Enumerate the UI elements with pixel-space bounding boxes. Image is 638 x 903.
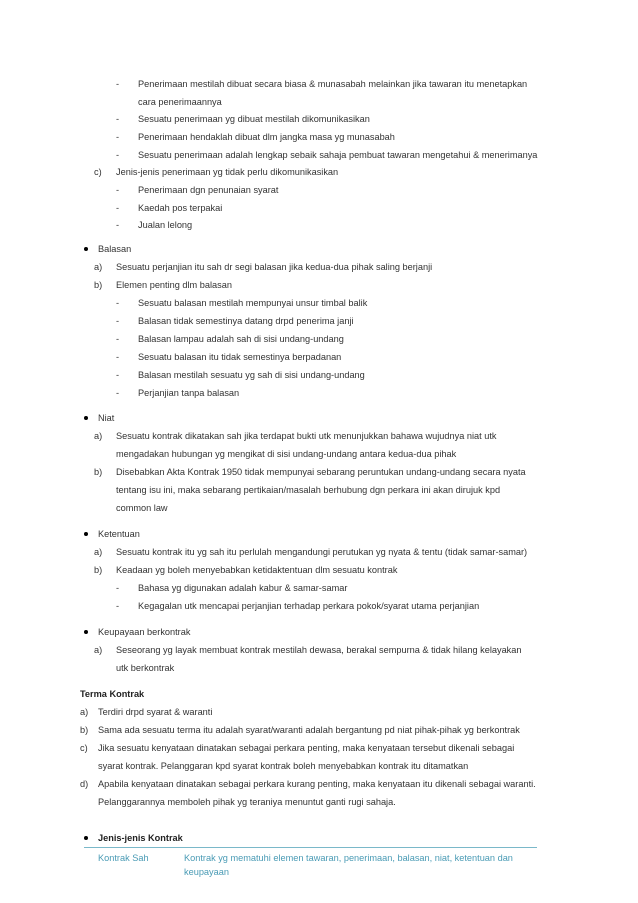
list-marker: b) (80, 725, 89, 735)
table-definition: Kontrak yg mematuhi elemen tawaran, penerimaan, balasan, niat, ketentuan dan (184, 853, 513, 863)
dash-marker: - (116, 388, 120, 398)
section-title: Niat (98, 413, 115, 423)
text-line: Balasan tidak semestinya datang drpd penerima janji (138, 316, 354, 326)
text-line: syarat kontrak. Pelanggaran kpd syarat kontrak boleh menyebabkan kontrak itu ditamatkan (98, 761, 469, 771)
text-line: Penerimaan dgn penunaian syarat (138, 185, 279, 195)
text-line: Perjanjian tanpa balasan (138, 388, 240, 398)
dash-marker: - (116, 132, 120, 142)
dash-marker: - (116, 298, 120, 308)
list-marker: b) (94, 280, 103, 290)
text-line: Disebabkan Akta Kontrak 1950 tidak mempunyai sebarang peruntukan undang-undang secara nyata (116, 467, 526, 477)
text-line: common law (116, 503, 168, 513)
text-line: Bahasa yg digunakan adalah kabur & samar-samar (138, 583, 348, 593)
dash-marker: - (116, 583, 120, 593)
list-marker: d) (80, 779, 89, 789)
dash-marker: - (116, 114, 120, 124)
bullet-icon (84, 416, 88, 420)
text-line: Jenis-jenis penerimaan yg tidak perlu dikomunikasikan (116, 167, 339, 177)
list-marker: a) (94, 547, 103, 557)
text-line: Elemen penting dlm balasan (116, 280, 232, 290)
dash-marker: - (116, 150, 120, 160)
section-title: Keupayaan berkontrak (98, 627, 191, 637)
text-line: Sesuatu balasan mestilah mempunyai unsur timbal balik (138, 298, 368, 308)
text-line: Sesuatu perjanjian itu sah dr segi balasan jika kedua-dua pihak saling berjanji (116, 262, 433, 272)
bullet-icon (84, 247, 88, 251)
text-line: Sama ada sesuatu terma itu adalah syarat/waranti adalah bergantung pd niat pihak-pihak yg berkontrak (98, 725, 520, 735)
table-term: Kontrak Sah (98, 853, 149, 863)
dash-marker: - (116, 185, 120, 195)
text-line: Seseorang yg layak membuat kontrak mestilah dewasa, berakal sempurna & tidak hilang kelayakan (116, 645, 522, 655)
text-line: Apabila kenyataan dinatakan sebagai perkara kurang penting, maka kenyataan itu dikenali sebagai waranti. (98, 779, 536, 789)
list-marker: c) (80, 743, 88, 753)
list-marker: b) (94, 565, 103, 575)
text-line: Jika sesuatu kenyataan dinatakan sebagai perkara penting, maka kenyataan tersebut dikenali sebagai (98, 743, 515, 753)
text-line: Kegagalan utk mencapai perjanjian terhadap perkara pokok/syarat utama perjanjian (138, 601, 480, 611)
list-marker: b) (94, 467, 103, 477)
list-marker: a) (94, 645, 103, 655)
text-line: Balasan lampau adalah sah di sisi undang-undang (138, 334, 344, 344)
dash-marker: - (116, 370, 120, 380)
bullet-icon (84, 532, 88, 536)
table-top-rule (84, 847, 537, 848)
text-line: Kaedah pos terpakai (138, 203, 223, 213)
text-line: Keadaan yg boleh menyebabkan ketidaktentuan dlm sesuatu kontrak (116, 565, 398, 575)
text-line: Jualan lelong (138, 220, 193, 230)
section-title: Ketentuan (98, 529, 140, 539)
section-title: Balasan (98, 244, 132, 254)
dash-marker: - (116, 220, 120, 230)
text-line: tentang isu ini, maka sebarang pertikaian/masalah berhubung dgn perkara ini akan dirujuk kpd (116, 485, 501, 495)
text-line: utk berkontrak (116, 663, 175, 673)
bullet-icon (84, 836, 88, 840)
dash-marker: - (116, 79, 120, 89)
bullet-icon (84, 630, 88, 634)
text-line: Sesuatu kontrak dikatakan sah jika terdapat bukti utk menunjukkan bahawa wujudnya niat utk (116, 431, 497, 441)
text-line: Sesuatu balasan itu tidak semestinya berpadanan (138, 352, 342, 362)
text-line: Sesuatu penerimaan yg dibuat mestilah dikomunikasikan (138, 114, 370, 124)
dash-marker: - (116, 352, 120, 362)
list-marker: a) (94, 262, 103, 272)
dash-marker: - (116, 601, 120, 611)
text-line: cara penerimaannya (138, 97, 222, 107)
text-line: Sesuatu penerimaan adalah lengkap sebaik sahaja pembuat tawaran mengetahui & menerimanya (138, 150, 538, 160)
section-heading: Terma Kontrak (80, 689, 145, 699)
dash-marker: - (116, 316, 120, 326)
section-title: Jenis-jenis Kontrak (98, 833, 183, 843)
list-marker: a) (80, 707, 89, 717)
list-marker: c) (94, 167, 102, 177)
text-line: Terdiri drpd syarat & waranti (98, 707, 213, 717)
dash-marker: - (116, 203, 120, 213)
text-line: Balasan mestilah sesuatu yg sah di sisi undang-undang (138, 370, 365, 380)
dash-marker: - (116, 334, 120, 344)
table-definition: keupayaan (184, 867, 229, 877)
text-line: Pelanggarannya memboleh pihak yg teraniya menuntut ganti rugi sahaja. (98, 797, 396, 807)
text-line: mengadakan hubungan yg mengikat di sisi undang-undang antara kedua-dua pihak (116, 449, 457, 459)
text-line: Penerimaan hendaklah dibuat dlm jangka masa yg munasabah (138, 132, 395, 142)
text-line: Sesuatu kontrak itu yg sah itu perlulah mengandungi perutukan yg nyata & tentu (tidak samar-samar) (116, 547, 528, 557)
text-line: Penerimaan mestilah dibuat secara biasa & munasabah melainkan jika tawaran itu menetapkan (138, 79, 528, 89)
list-marker: a) (94, 431, 103, 441)
